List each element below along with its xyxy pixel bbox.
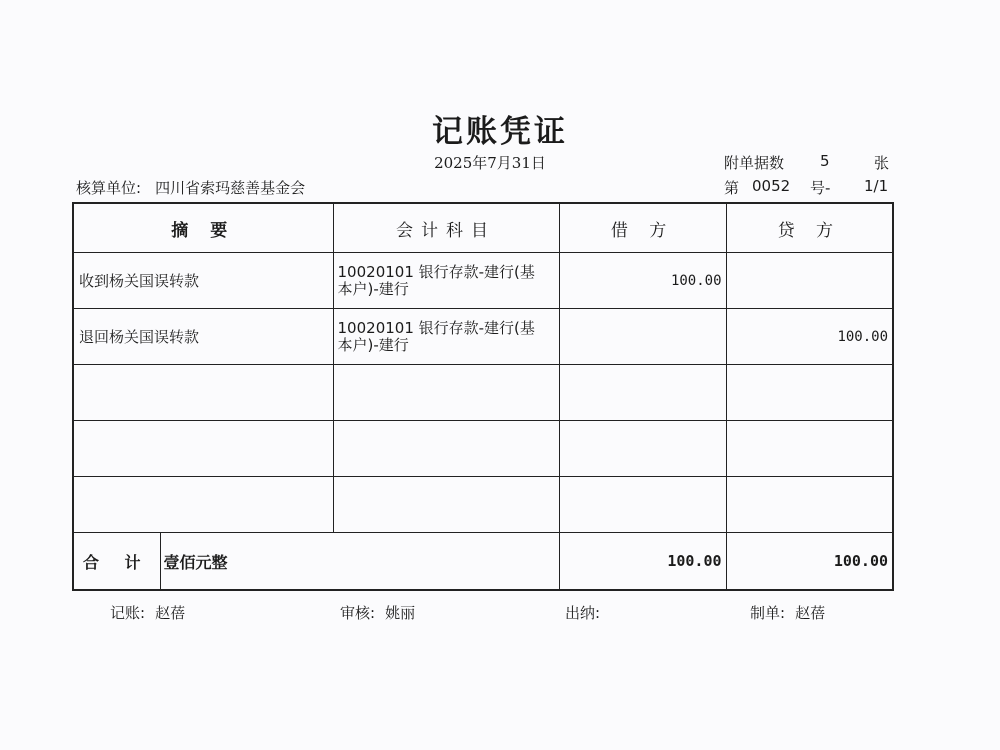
table-header-row [73,203,893,253]
row-account [333,309,559,365]
row-summary: 收到杨关国误转款 [73,253,333,309]
voucher-table [72,202,894,591]
account-line-2: 本户)-建行 [337,279,409,298]
row-credit [726,365,893,421]
attachment-unit: 张 [874,154,890,172]
voucher-number-value: 0052 [752,177,791,195]
table-row [73,477,893,533]
row-debit: 100.00 [559,253,726,309]
cashier-label: 出纳: [565,604,601,622]
accounting-unit [76,177,305,198]
total-label: 合 计 [73,533,160,591]
account-line-1: 10020101 银行存款-建行(基 [337,318,535,337]
table-row [73,253,893,309]
header-account: 会计科目 [333,203,559,253]
total-debit: 100.00 [559,533,726,591]
reviewer-name: 姚丽 [385,604,416,622]
table-row [73,309,893,365]
row-debit [559,309,726,365]
total-row [73,533,893,591]
row-debit [559,365,726,421]
header-credit: 贷 方 [726,203,893,253]
row-summary [73,365,333,421]
account-line-1: 10020101 银行存款-建行(基 [337,262,535,281]
reviewer-signature [340,602,415,623]
row-credit [726,421,893,477]
header-debit: 借 方 [559,203,726,253]
row-summary: 退回杨关国误转款 [73,309,333,365]
table-row [73,365,893,421]
bookkeeper-name: 赵蓓 [155,604,186,622]
row-summary [73,477,333,533]
total-amount-words: 壹佰元整 [160,533,559,591]
account-line-2: 本户)-建行 [337,335,409,354]
voucher-number-prefix: 第 [724,179,740,197]
total-credit: 100.00 [726,533,893,591]
row-account [333,421,559,477]
row-account [333,477,559,533]
row-summary [73,421,333,477]
reviewer-label: 审核: [340,604,376,622]
table-row [73,421,893,477]
voucher-number-suffix: 号- [810,179,831,197]
voucher-page-count: 1/1 [864,177,889,195]
preparer-name: 赵蓓 [795,604,826,622]
attachment-label: 附单据数 [724,154,785,172]
preparer-label: 制单: [750,604,786,622]
accounting-unit-label: 核算单位: [76,179,142,197]
voucher-date: 2025年7月31日 [434,154,546,172]
row-credit [726,477,893,533]
accounting-unit-value: 四川省索玛慈善基金会 [155,179,306,197]
row-account [333,253,559,309]
bookkeeper-label: 记账: [110,604,146,622]
row-credit: 100.00 [726,309,893,365]
preparer-signature [750,602,825,623]
row-credit [726,253,893,309]
bookkeeper-signature [110,602,185,623]
voucher-title: 记账凭证 [432,114,568,150]
row-account [333,365,559,421]
header-summary: 摘 要 [73,203,333,253]
cashier-signature [565,602,610,623]
row-debit [559,477,726,533]
attachment-number: 5 [820,152,830,170]
row-debit [559,421,726,477]
